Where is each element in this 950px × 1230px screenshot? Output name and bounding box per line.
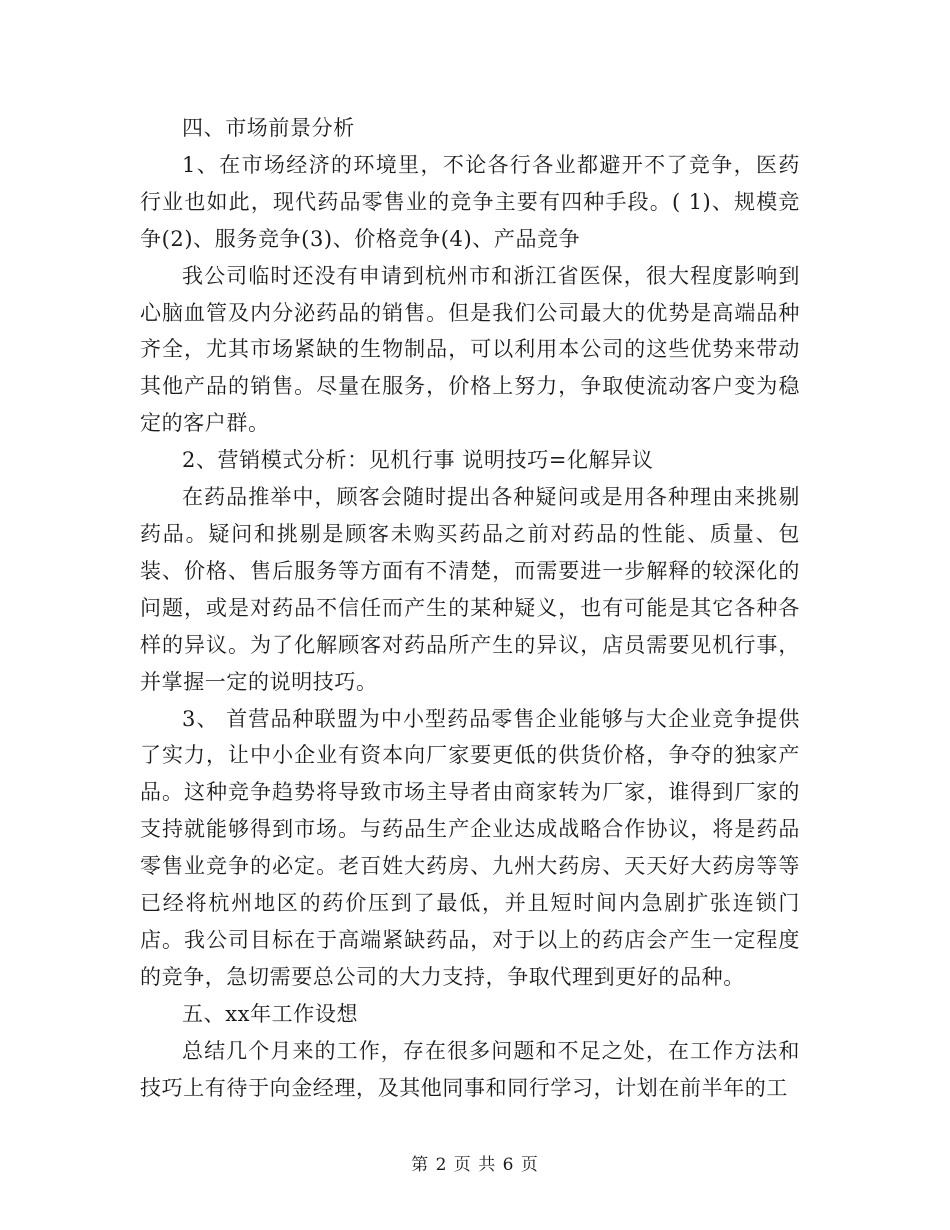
paragraph-competition-means: 1、在市场经济的环境里，不论各行各业都避开不了竞争，医药行业也如此，现代药品零售业的竞争主要有四种手段。( 1)、规模竞争(2)、服务竞争(3)、价格竞争(4)、产品竞争 (140, 152, 800, 251)
page-number-footer: 第 2 页 共 6 页 (411, 1155, 539, 1175)
section-heading-market-outlook: 四、市场前景分析 (182, 116, 355, 140)
paragraph-summary: 总结几个月来的工作，存在很多问题和不足之处，在工作方法和技巧上有待于向金经理，及其他同事和同行学习，计划在前半年的工 (140, 1038, 800, 1100)
paragraph-alliance-competition: 3、 首营品种联盟为中小型药品零售企业能够与大企业竞争提供了实力，让中小企业有资本向厂家要更低的供货价格，争夺的独家产品。这种竞争趋势将导致市场主导者由商家转为厂家，谁得到厂家的支持就能够得到市场。与药品生产企业达成战略合作协议，将是药品零售业竞争的必定。老百姓大药房、九州大药房、天天好大药房等等已经将杭州地区的药价压到了最低，并且短时间内急剧扩张连锁门店。我公司目标在于高端紧缺药品，对于以上的药店会产生一定程度的竞争，急切需要总公司的大力支持，争取代理到更好的品种。 (140, 706, 800, 989)
section-heading-work-plan: 五、xx年工作设想 (182, 1001, 359, 1026)
document-body (140, 110, 800, 1106)
subheading-marketing-mode: 2、营销模式分析：见机行事 说明技巧=化解异议 (182, 448, 654, 473)
paragraph-objection-handling: 在药品推举中，顾客会随时提出各种疑问或是用各种理由来挑剔药品。疑问和挑剔是顾客未购买药品之前对药品的性能、质量、包装、价格、售后服务等方面有不清楚，而需要进一步解释的较深化的问题，或是对药品不信任而产生的某种疑义，也有可能是其它各种各样的异议。为了化解顾客对药品所产生的异议，店员需要见机行事，并掌握一定的说明技巧。 (140, 485, 800, 694)
paragraph-company-advantage: 我公司临时还没有申请到杭州市和浙江省医保，很大程度影响到心脑血管及内分泌药品的销售。但是我们公司最大的优势是高端品种齐全，尤其市场紧缺的生物制品，可以利用本公司的这些优势来带动其他产品的销售。尽量在服务，价格上努力，争取使流动客户变为稳定的客户群。 (140, 263, 800, 436)
